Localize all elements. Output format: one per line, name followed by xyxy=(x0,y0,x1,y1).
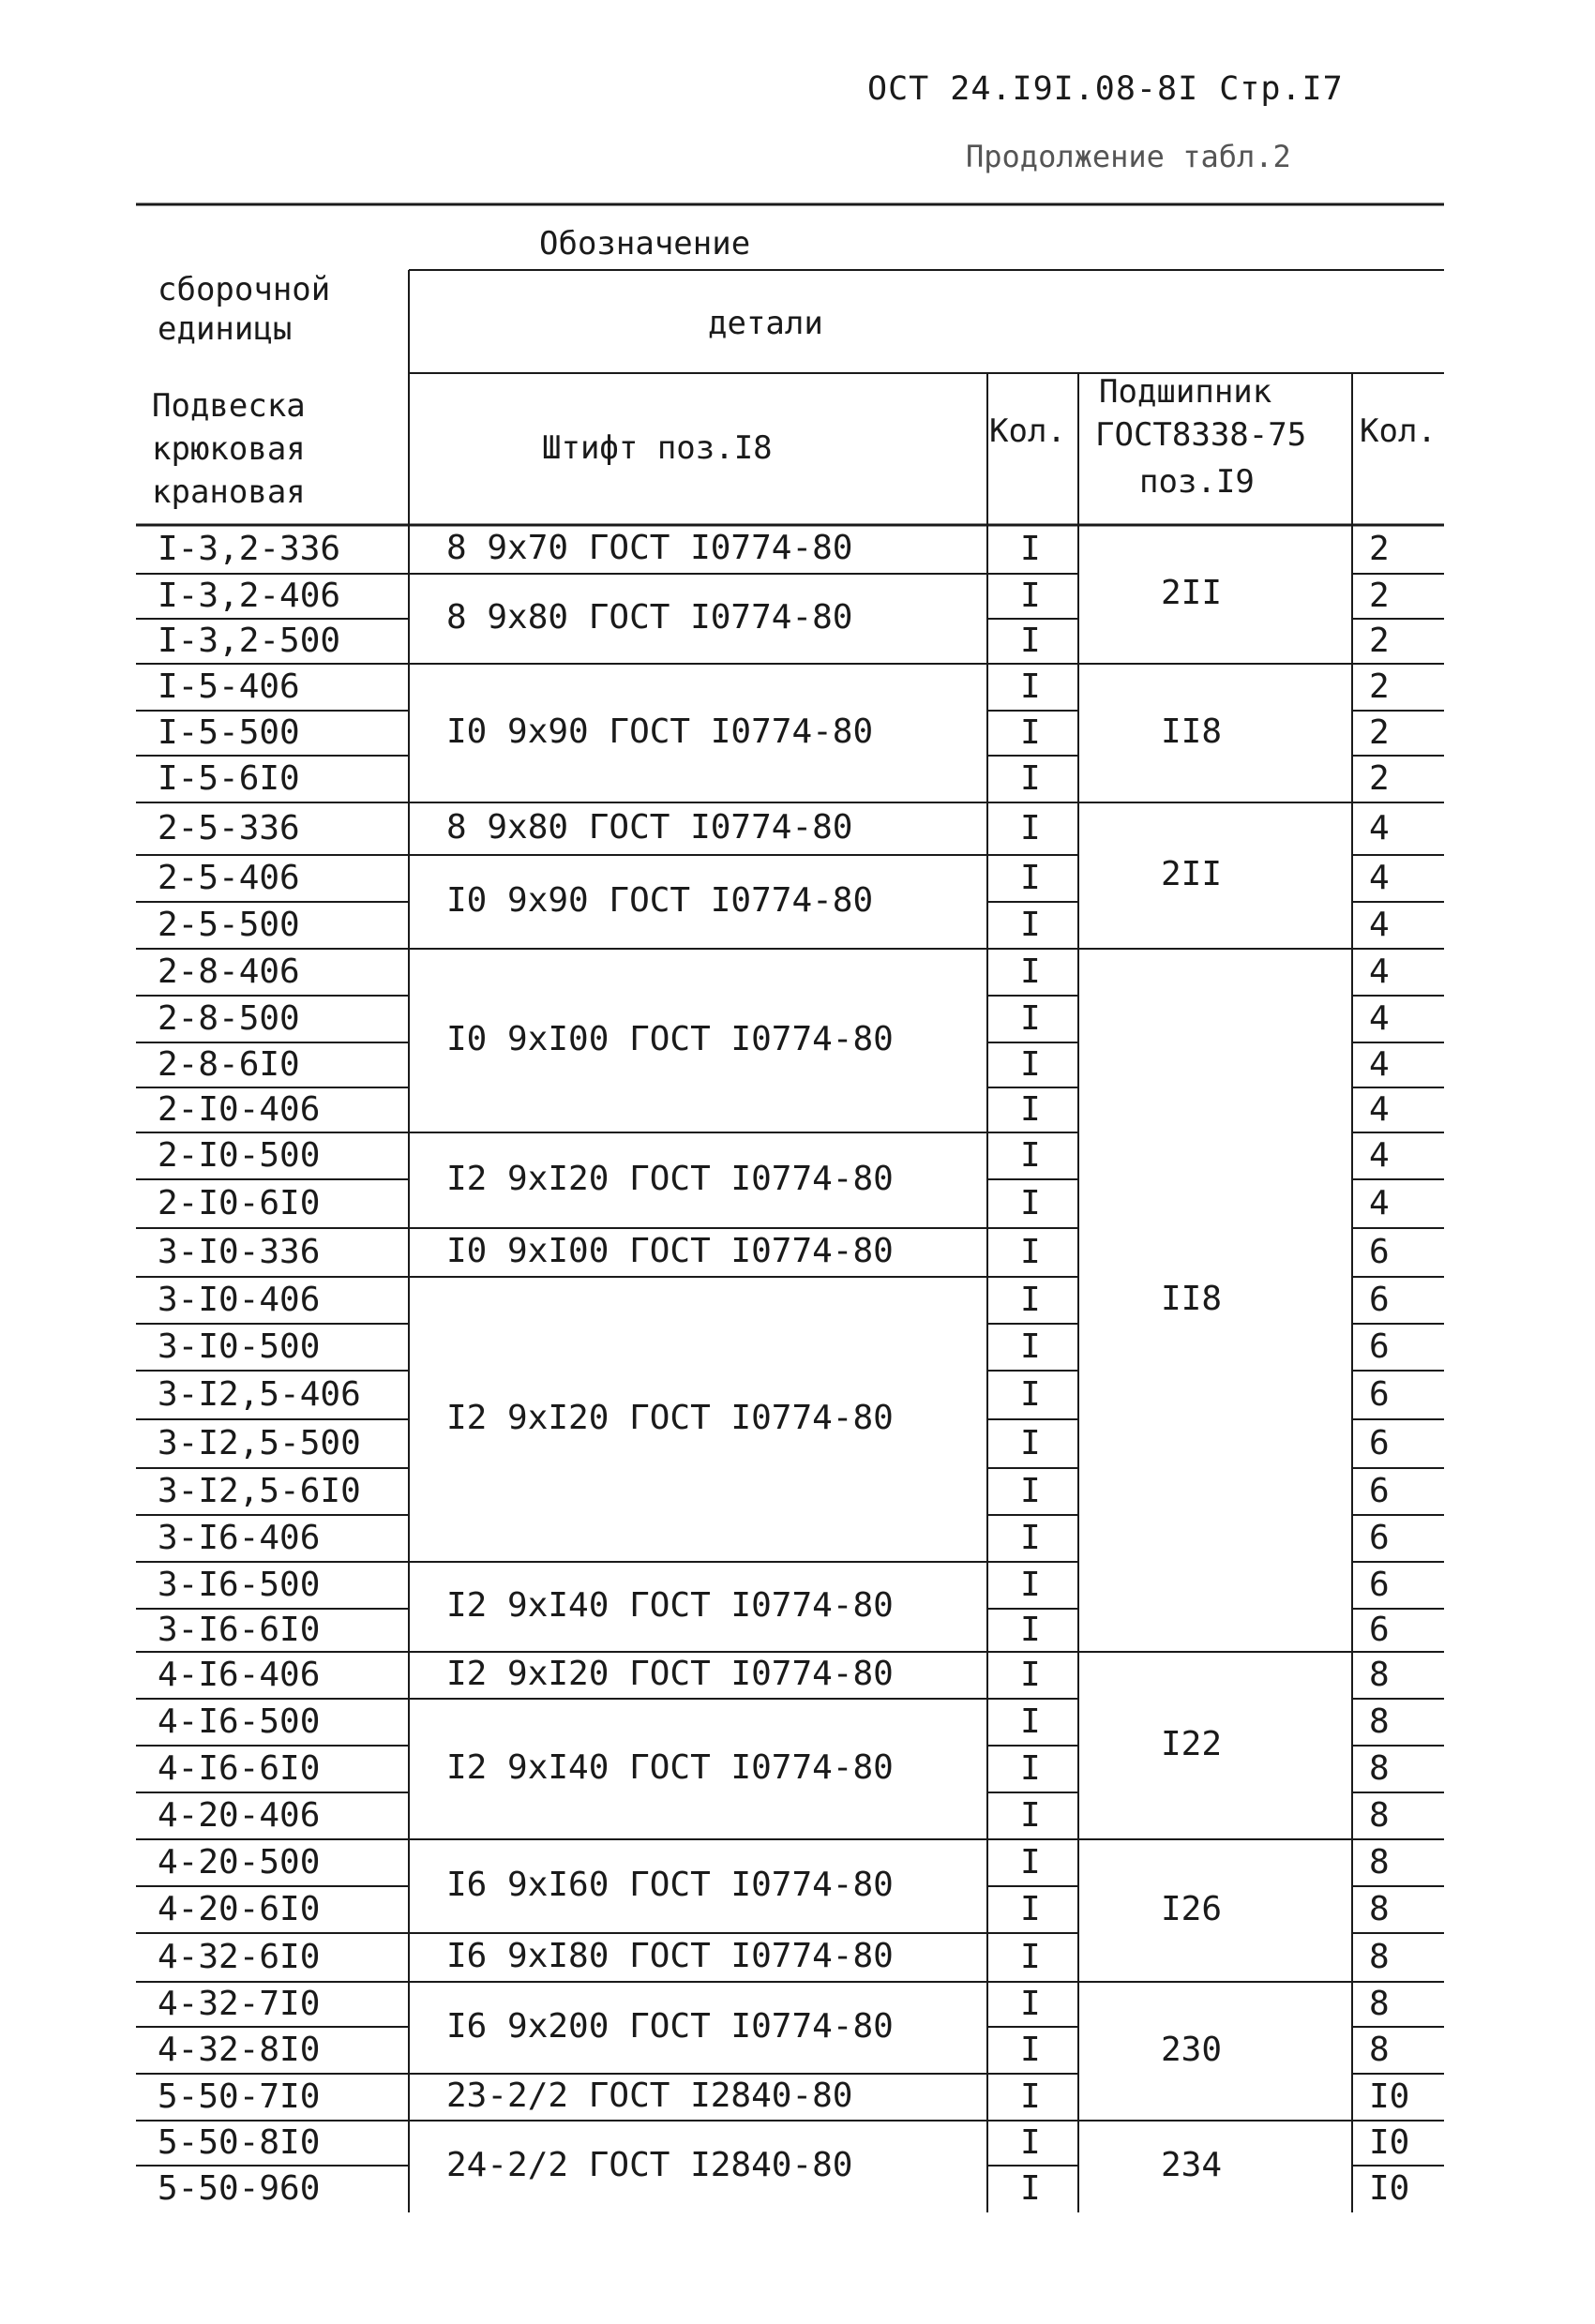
pin-qty: І xyxy=(1020,1090,1041,1129)
bearing-qty: 4 xyxy=(1369,1090,1390,1129)
bearing-size: І22 xyxy=(1161,1725,1223,1763)
bearing-qty: 4 xyxy=(1369,952,1390,991)
bearing-qty: 6 xyxy=(1369,1375,1390,1414)
assembly-code: 4-20-406 xyxy=(158,1796,321,1835)
pin-qty: І xyxy=(1020,2123,1041,2162)
assembly-code: 3-І0-336 xyxy=(158,1233,321,1271)
bearing-qty: 6 xyxy=(1369,1472,1390,1510)
pin-qty: І xyxy=(1020,859,1041,897)
bearing-size: 234 xyxy=(1161,2146,1223,2184)
bearing-qty: 4 xyxy=(1369,1136,1390,1175)
bearing-qty: 4 xyxy=(1369,906,1390,944)
bearing-qty: 6 xyxy=(1369,1519,1390,1557)
pin-designation: 24-2/2 ГОСТ І2840-80 xyxy=(446,2146,853,2184)
bearing-qty: 6 xyxy=(1369,1424,1390,1462)
bearing-qty: 8 xyxy=(1369,1843,1390,1882)
pin-qty: І xyxy=(1020,1375,1041,1414)
bearing-size: 230 xyxy=(1161,2031,1223,2069)
bearing-qty: 2 xyxy=(1369,713,1390,752)
assembly-code: 2-5-500 xyxy=(158,906,300,944)
bearing-size: 2ІІ xyxy=(1161,855,1223,893)
pin-qty: І xyxy=(1020,1424,1041,1462)
bearing-size: І26 xyxy=(1161,1890,1223,1928)
assembly-code: 3-І6-6І0 xyxy=(158,1611,321,1649)
bearing-size: ІІ8 xyxy=(1161,712,1223,751)
pin-designation: І2 9хІ20 ГОСТ І0774-80 xyxy=(446,1160,894,1198)
pin-qty: І xyxy=(1020,1702,1041,1741)
header-part: детали xyxy=(708,305,823,342)
bearing-qty: І0 xyxy=(1369,2169,1410,2208)
bearing-qty: 4 xyxy=(1369,999,1390,1038)
pin-qty: І xyxy=(1020,1233,1041,1271)
bearing-qty: І0 xyxy=(1369,2077,1410,2116)
assembly-code: 4-І6-500 xyxy=(158,1702,321,1741)
header-assembly-unit: сборочной единицы xyxy=(158,271,331,348)
assembly-code: І-5-500 xyxy=(158,713,300,752)
assembly-code: 3-І6-500 xyxy=(158,1566,321,1604)
pin-qty: І xyxy=(1020,1985,1041,2023)
assembly-code: 2-І0-6І0 xyxy=(158,1184,321,1222)
header-hook-suspension: Подвеска крюковая крановая xyxy=(152,387,306,511)
bearing-qty: 2 xyxy=(1369,577,1390,615)
assembly-code: 5-50-960 xyxy=(158,2169,321,2208)
pin-designation: І0 9х90 ГОСТ І0774-80 xyxy=(446,712,874,751)
pin-qty: І xyxy=(1020,2031,1041,2069)
pin-designation: І6 9х200 ГОСТ І0774-80 xyxy=(446,2007,894,2046)
header-bearing-line3: поз.І9 xyxy=(1139,463,1255,501)
pin-designation: 8 9х80 ГОСТ І0774-80 xyxy=(446,808,853,847)
pin-qty: І xyxy=(1020,1045,1041,1084)
bearing-size: ІІ8 xyxy=(1161,1280,1223,1318)
pin-designation: І2 9хІ40 ГОСТ І0774-80 xyxy=(446,1586,894,1625)
bearing-qty: І0 xyxy=(1369,2123,1410,2162)
bearing-qty: 4 xyxy=(1369,1184,1390,1222)
pin-qty: І xyxy=(1020,2169,1041,2208)
bearing-qty: 6 xyxy=(1369,1233,1390,1271)
assembly-code: 5-50-8І0 xyxy=(158,2123,321,2162)
assembly-code: І-3,2-500 xyxy=(158,622,341,660)
bearing-qty: 4 xyxy=(1369,859,1390,897)
pin-qty: І xyxy=(1020,2077,1041,2116)
bearing-size: 2ІІ xyxy=(1161,574,1223,612)
pin-qty: І xyxy=(1020,1327,1041,1366)
bearing-qty: 4 xyxy=(1369,809,1390,847)
assembly-code: 3-І0-406 xyxy=(158,1281,321,1319)
bearing-qty: 2 xyxy=(1369,759,1390,798)
header-designation: Обозначение xyxy=(539,225,751,262)
assembly-code: 2-5-406 xyxy=(158,859,300,897)
pin-qty: І xyxy=(1020,1519,1041,1557)
bearing-qty: 8 xyxy=(1369,1890,1390,1928)
bearing-qty: 8 xyxy=(1369,1938,1390,1976)
bearing-qty: 8 xyxy=(1369,1656,1390,1694)
assembly-code: І-3,2-336 xyxy=(158,530,341,568)
assembly-code: 4-32-6І0 xyxy=(158,1938,321,1976)
bearing-qty: 2 xyxy=(1369,667,1390,706)
assembly-code: І-3,2-406 xyxy=(158,577,341,615)
bearing-qty: 6 xyxy=(1369,1281,1390,1319)
bearing-qty: 8 xyxy=(1369,1749,1390,1788)
assembly-code: 2-8-500 xyxy=(158,999,300,1038)
pin-designation: І6 9хІ80 ГОСТ І0774-80 xyxy=(446,1937,894,1975)
assembly-code: 3-І6-406 xyxy=(158,1519,321,1557)
pin-designation: І2 9хІ20 ГОСТ І0774-80 xyxy=(446,1399,894,1437)
assembly-code: 4-32-8І0 xyxy=(158,2031,321,2069)
pin-designation: 23-2/2 ГОСТ І2840-80 xyxy=(446,2077,853,2115)
pin-qty: І xyxy=(1020,1184,1041,1222)
assembly-code: І-5-406 xyxy=(158,667,300,706)
pin-qty: І xyxy=(1020,759,1041,798)
bearing-qty: 6 xyxy=(1369,1566,1390,1604)
bearing-qty: 2 xyxy=(1369,622,1390,660)
assembly-code: 2-І0-406 xyxy=(158,1090,321,1129)
pin-qty: І xyxy=(1020,622,1041,660)
pin-qty: І xyxy=(1020,713,1041,752)
table-continuation-label: Продолжение табл.2 xyxy=(966,139,1291,174)
pin-designation: І0 9хІ00 ГОСТ І0774-80 xyxy=(446,1232,894,1270)
pin-qty: І xyxy=(1020,1843,1041,1882)
assembly-code: І-5-6І0 xyxy=(158,759,300,798)
header-qty-pin: Кол. xyxy=(989,412,1066,450)
pin-designation: І2 9хІ40 ГОСТ І0774-80 xyxy=(446,1748,894,1787)
pin-qty: І xyxy=(1020,1472,1041,1510)
pin-qty: І xyxy=(1020,1611,1041,1649)
pin-qty: І xyxy=(1020,1938,1041,1976)
pin-designation: І0 9х90 ГОСТ І0774-80 xyxy=(446,881,874,920)
pin-designation: 8 9х70 ГОСТ І0774-80 xyxy=(446,529,853,567)
bearing-qty: 4 xyxy=(1369,1045,1390,1084)
bearing-qty: 6 xyxy=(1369,1611,1390,1649)
pin-qty: І xyxy=(1020,577,1041,615)
assembly-code: 3-І2,5-406 xyxy=(158,1375,361,1414)
pin-qty: І xyxy=(1020,667,1041,706)
pin-qty: І xyxy=(1020,952,1041,991)
assembly-code: 4-І6-406 xyxy=(158,1656,321,1694)
pin-qty: І xyxy=(1020,906,1041,944)
header-bearing-line2: ГОСТ8338-75 xyxy=(1095,416,1307,454)
assembly-code: 3-І2,5-500 xyxy=(158,1424,361,1462)
pin-designation: І2 9хІ20 ГОСТ І0774-80 xyxy=(446,1655,894,1693)
bearing-qty: 8 xyxy=(1369,1796,1390,1835)
assembly-code: 4-32-7І0 xyxy=(158,1985,321,2023)
bearing-qty: 8 xyxy=(1369,2031,1390,2069)
pin-designation: 8 9х80 ГОСТ І0774-80 xyxy=(446,598,853,637)
bearing-qty: 8 xyxy=(1369,1702,1390,1741)
assembly-code: 3-І0-500 xyxy=(158,1327,321,1366)
assembly-code: 2-8-406 xyxy=(158,952,300,991)
assembly-code: 4-І6-6І0 xyxy=(158,1749,321,1788)
assembly-code: 2-8-6І0 xyxy=(158,1045,300,1084)
pin-qty: І xyxy=(1020,1656,1041,1694)
document-code: ОСТ 24.І9І.08-8І Стр.І7 xyxy=(867,70,1344,108)
assembly-code: 4-20-500 xyxy=(158,1843,321,1882)
assembly-code: 2-5-336 xyxy=(158,809,300,847)
pin-qty: І xyxy=(1020,1136,1041,1175)
assembly-code: 2-І0-500 xyxy=(158,1136,321,1175)
assembly-code: 3-І2,5-6І0 xyxy=(158,1472,361,1510)
pin-qty: І xyxy=(1020,1749,1041,1788)
header-qty-bearing: Кол. xyxy=(1360,412,1437,450)
pin-qty: І xyxy=(1020,530,1041,568)
pin-designation: І6 9хІ60 ГОСТ І0774-80 xyxy=(446,1866,894,1904)
assembly-code: 5-50-7І0 xyxy=(158,2077,321,2116)
header-pin: Штифт поз.І8 xyxy=(542,429,773,467)
bearing-qty: 6 xyxy=(1369,1327,1390,1366)
pin-designation: І0 9хІ00 ГОСТ І0774-80 xyxy=(446,1020,894,1058)
bearing-qty: 2 xyxy=(1369,530,1390,568)
pin-qty: І xyxy=(1020,1890,1041,1928)
pin-qty: І xyxy=(1020,1796,1041,1835)
bearing-qty: 8 xyxy=(1369,1985,1390,2023)
header-bearing-line1: Подшипник xyxy=(1099,373,1272,411)
pin-qty: І xyxy=(1020,1281,1041,1319)
assembly-code: 4-20-6І0 xyxy=(158,1890,321,1928)
pin-qty: І xyxy=(1020,999,1041,1038)
pin-qty: І xyxy=(1020,809,1041,847)
pin-qty: І xyxy=(1020,1566,1041,1604)
